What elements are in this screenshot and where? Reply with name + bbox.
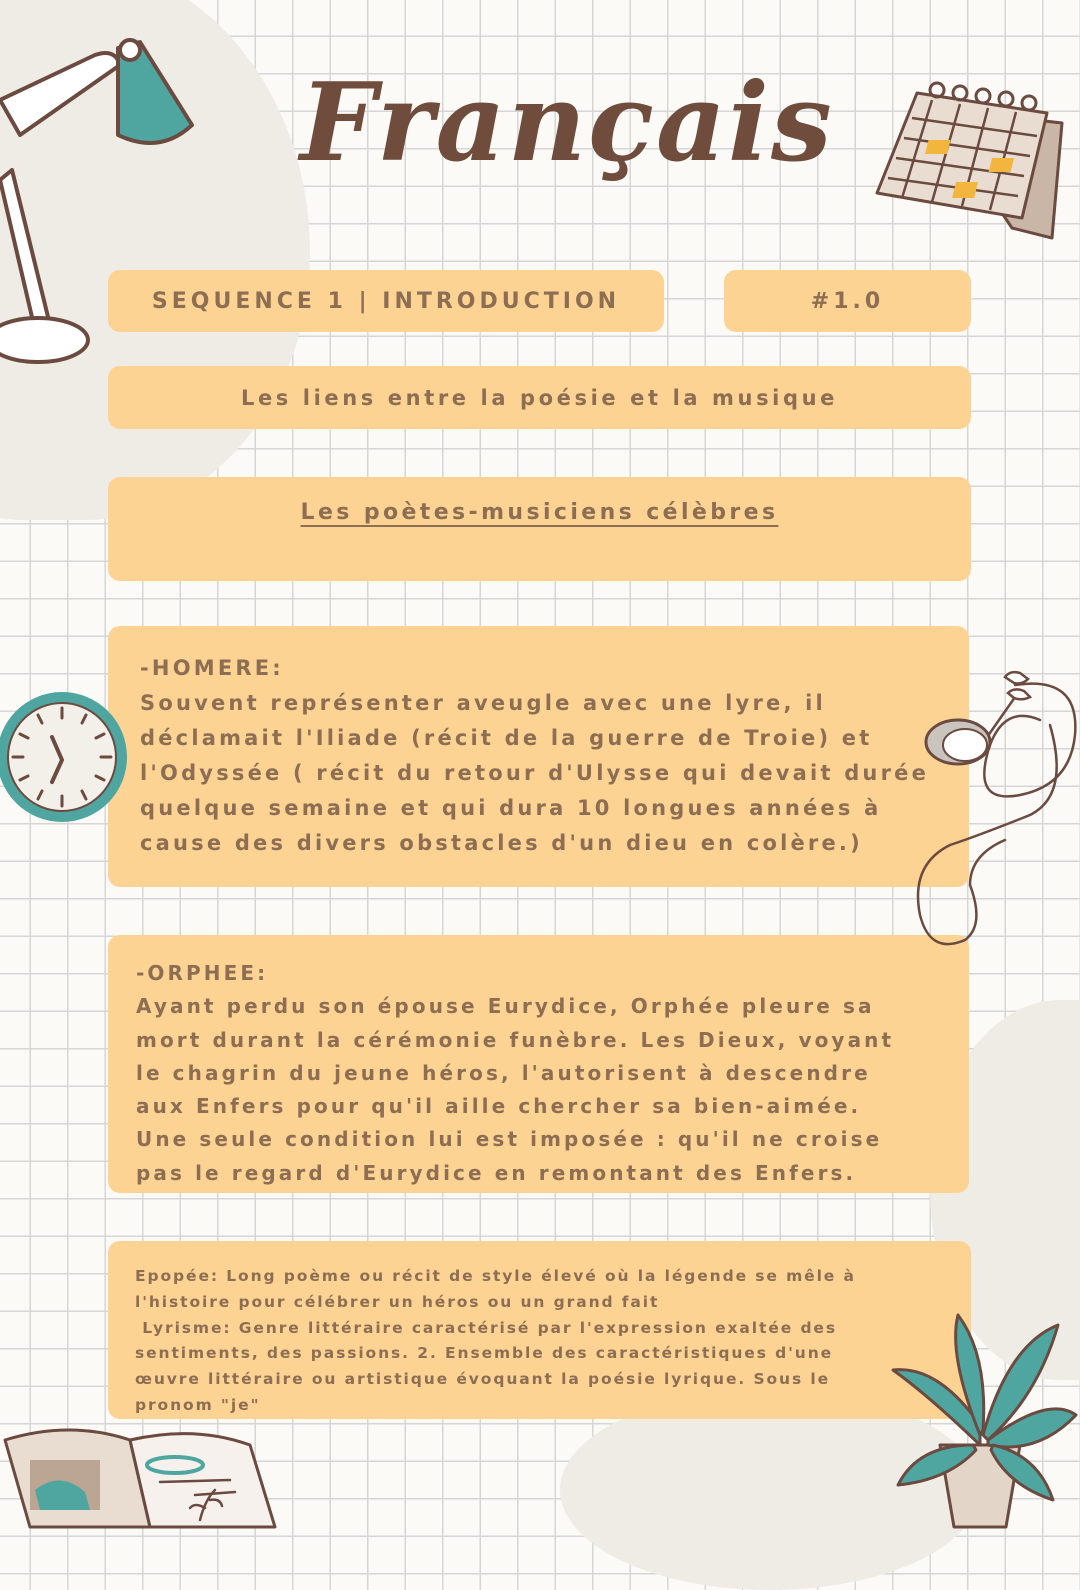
desk-lamp-icon: [0, 30, 200, 370]
orphee-line: Ayant perdu son épouse Eurydice, Orphée pleure sa: [136, 994, 875, 1019]
orphee-heading: -ORPHEE:: [136, 961, 269, 985]
open-book-icon: [0, 1420, 275, 1527]
homere-box: [108, 626, 969, 887]
orphee-line: mort durant la cérémonie funèbre. Les Dieux, voyant: [136, 1027, 895, 1052]
orphee-box: [108, 935, 969, 1193]
orphee-line: aux Enfers pour qu'il aille chercher sa bien-aimée.: [136, 1094, 862, 1119]
number-label-box: [724, 270, 971, 332]
homere-heading: -HOMERE:: [140, 656, 284, 680]
definition-line: sentiments, des passions. 2. Ensemble des caractéristiques d'une: [135, 1344, 834, 1363]
orphee-line: pas le regard d'Eurydice en remontant des Enfers.: [136, 1160, 857, 1185]
subtitle: Les liens entre la poésie et la musique: [240, 385, 839, 410]
section-heading: Les poètes-musiciens célèbres: [300, 500, 779, 525]
definition-line: pronom "je": [135, 1395, 261, 1414]
page-title: Français: [300, 60, 834, 186]
definition-line: Epopée: Long poème ou récit de style élevé où la légende se mêle à: [135, 1267, 856, 1285]
definition-line: œuvre littéraire ou artistique évoquant la poésie lyrique. Sous le: [135, 1370, 831, 1389]
homere-line: cause des divers obstacles d'un dieu en colère.): [140, 831, 863, 855]
calendar-icon: [872, 78, 1067, 243]
clock-icon: [0, 682, 140, 832]
orphee-line: le chagrin du jeune héros, l'autorisent à descendre: [136, 1060, 871, 1085]
homere-line: déclamait l'Iliade (récit de la guerre de Troie) et: [140, 726, 873, 750]
potted-plant-icon: [888, 1305, 1080, 1527]
number-label: #1.0: [810, 288, 885, 314]
definition-line: l'histoire pour célébrer un héros ou un grand fait: [135, 1292, 660, 1311]
section-heading-box: [108, 477, 971, 581]
homere-line: l'Odyssée ( récit du retour d'Ulysse qui devait durée: [140, 761, 930, 785]
homere-line: Souvent représenter aveugle avec une lyre, il: [140, 691, 826, 715]
earphones-icon: [910, 665, 1080, 950]
subtitle-box: [108, 366, 971, 429]
orphee-line: Une seule condition lui est imposée : qu'il ne croise: [136, 1127, 883, 1152]
definitions-box: [108, 1241, 971, 1419]
homere-line: quelque semaine et qui dura 10 longues années à: [140, 796, 882, 820]
definition-line: Lyrisme: Genre littéraire caractérisé par l'expression exaltée des: [135, 1318, 837, 1337]
sequence-label: SEQUENCE 1 | INTRODUCTION: [151, 288, 621, 314]
